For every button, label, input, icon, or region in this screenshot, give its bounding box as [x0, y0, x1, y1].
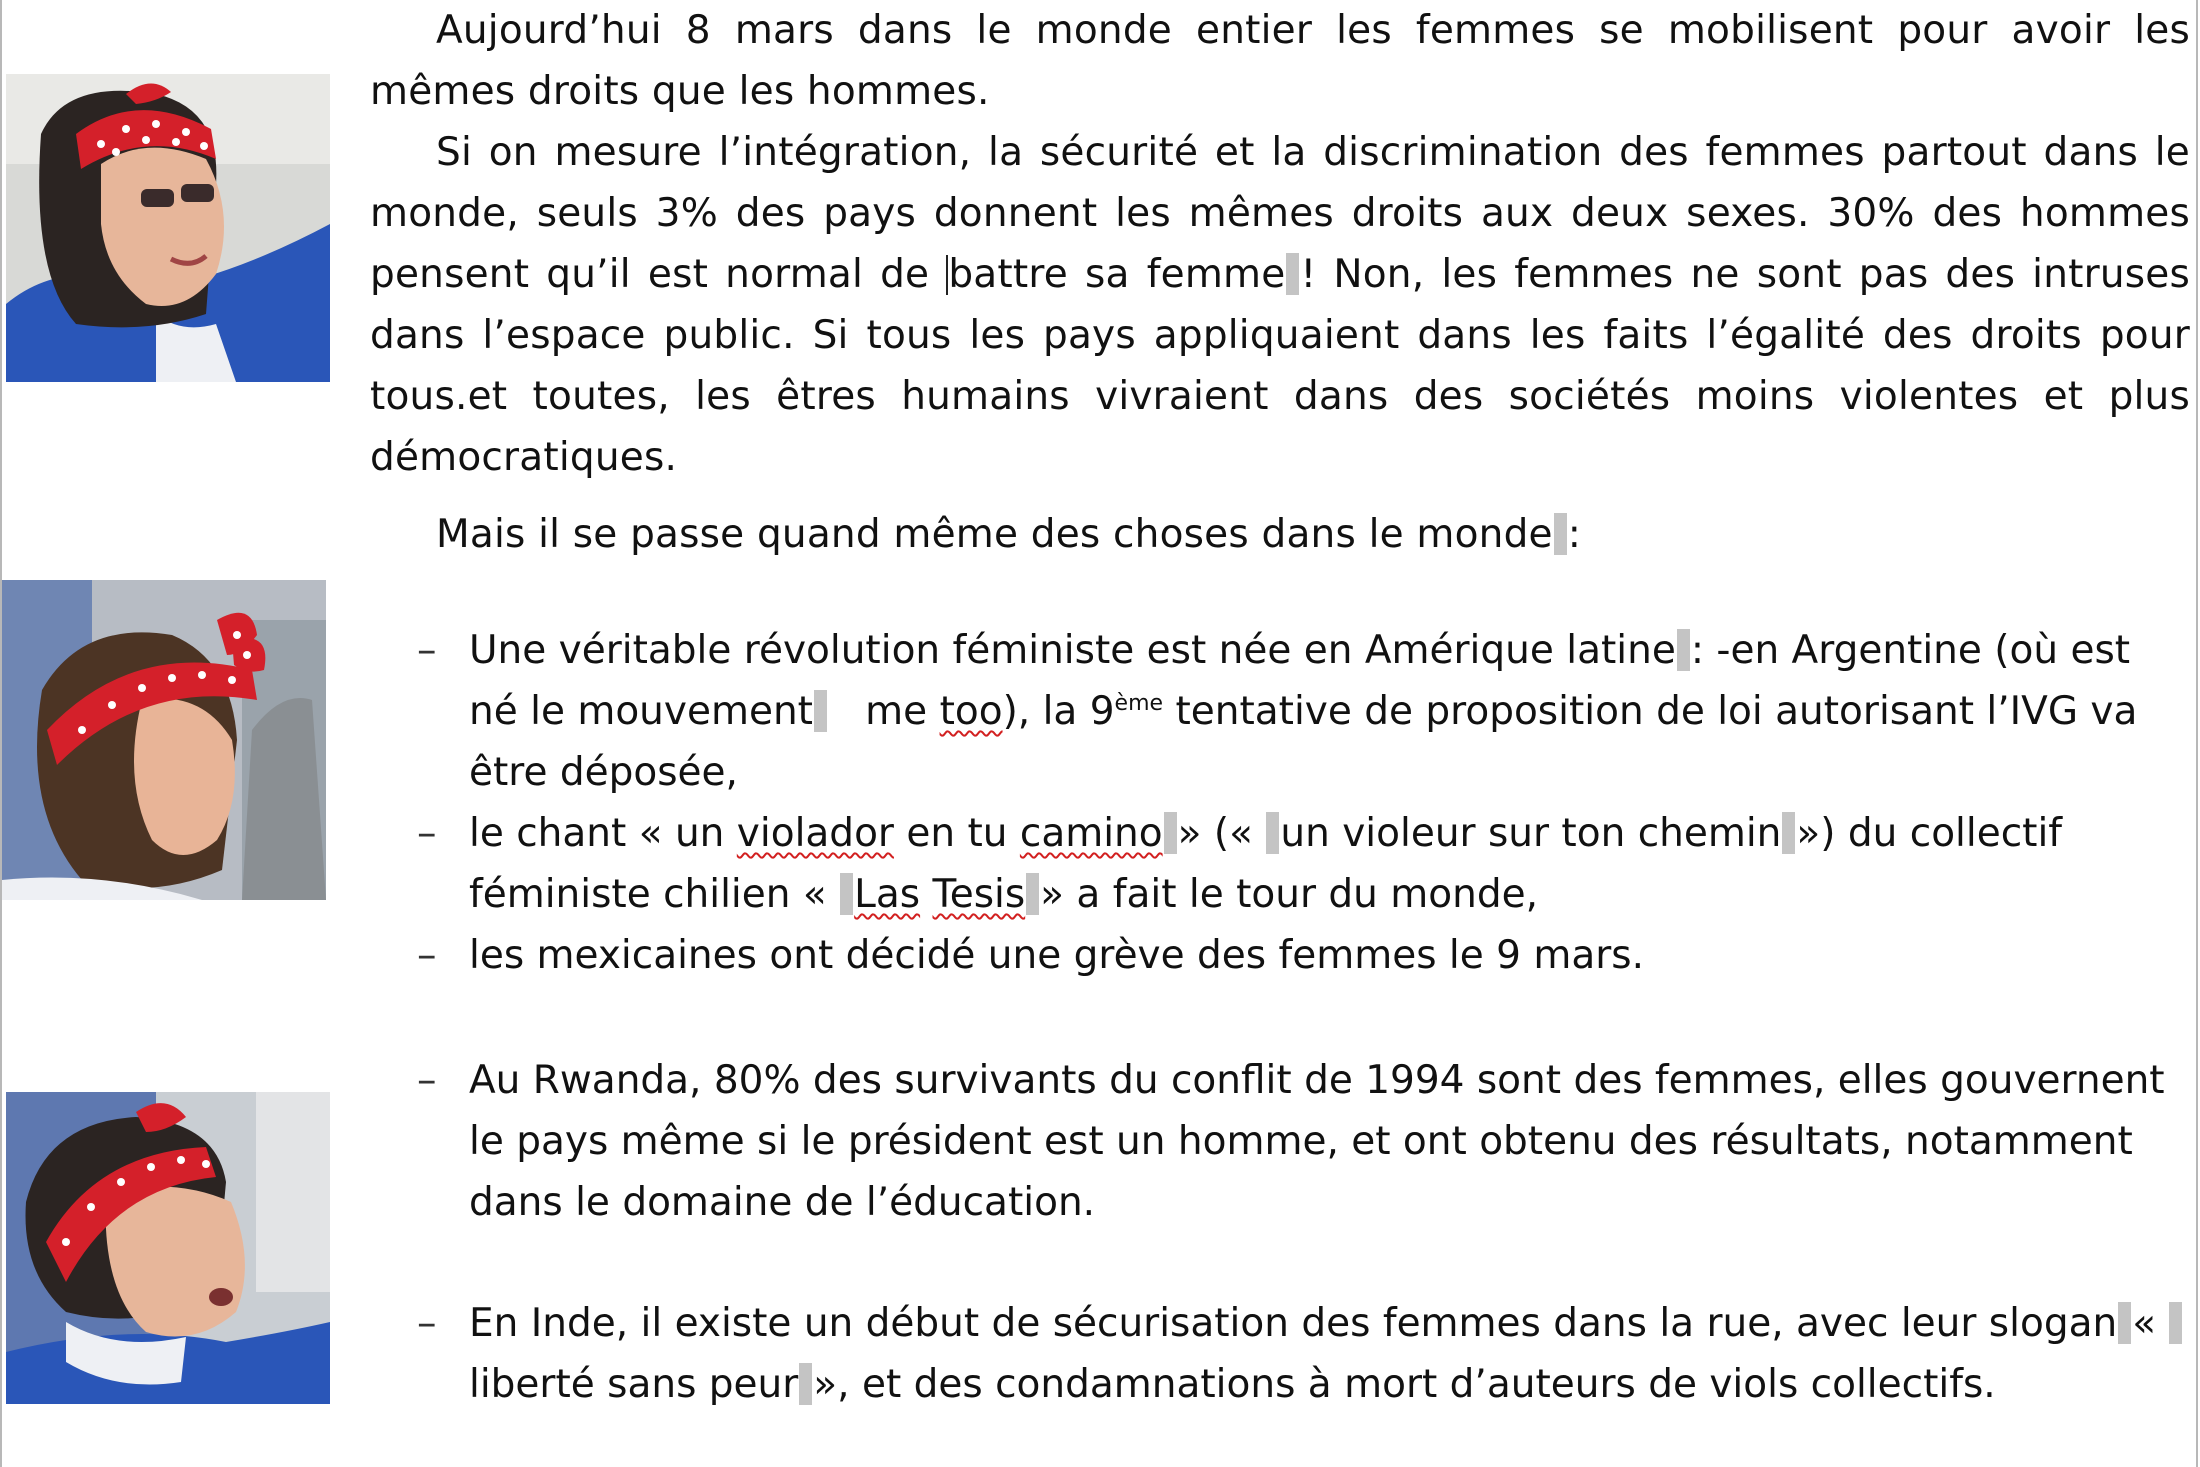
para3-part-a: Mais il se passe quand même des choses dans le monde	[436, 512, 1553, 557]
nbsp-marker	[2169, 1302, 2182, 1344]
b1-text-e: ), la 9	[1002, 689, 1115, 734]
bullet-list-rwanda	[405, 1050, 2185, 1233]
b1-text-c: me	[827, 689, 940, 734]
list-item	[405, 1293, 2185, 1415]
nbsp-marker	[1677, 629, 1690, 671]
para2-part-a: Si on mesure l’intégration, la sécurité et la discrimination des femmes partout dans le monde, seuls 3% des pays donnent les mêmes droits aux deux sexes. 30% des hommes pensent qu’il est normal de	[370, 130, 2190, 297]
nbsp-marker	[814, 690, 827, 732]
list-item	[405, 620, 2185, 803]
b2-text-g: ») du collectif féministe chilien «	[469, 811, 2063, 917]
b5-text-c: liberté sans peur	[469, 1362, 799, 1407]
nbsp-marker	[799, 1363, 812, 1405]
list-item	[405, 803, 2185, 925]
bullet-list-india	[405, 1293, 2185, 1415]
photo-woman-sunglasses	[6, 74, 330, 382]
b2-text-a: le chant « un	[469, 811, 737, 856]
b2-text-i	[920, 872, 932, 917]
b2-text-tesis: Tesis	[932, 872, 1026, 917]
intro-paragraph3	[370, 504, 2190, 565]
page-edge-right	[2196, 0, 2198, 1467]
list-item	[405, 925, 2185, 986]
intro-paragraph2	[370, 122, 2190, 488]
nbsp-marker	[1026, 873, 1039, 915]
list-item	[405, 1050, 2185, 1233]
b2-text-las: Las	[854, 872, 921, 917]
nbsp-marker	[1554, 513, 1567, 555]
intro-line1: Aujourd’hui 8 mars dans le monde entier les femmes se mobilisent pour avoir les mêmes droits que les hommes.	[370, 8, 2190, 114]
bullet-list-latin-america	[405, 620, 2185, 986]
bullet-dash: –	[417, 628, 437, 673]
b5-text-d: », et des condamnations à mort d’auteurs de viols collectifs.	[813, 1362, 1996, 1407]
b2-text-violador: violador	[736, 811, 894, 856]
b2-text-camino: camino	[1019, 811, 1163, 856]
b3-text: les mexicaines ont décidé une grève des femmes le 9 mars.	[469, 933, 1644, 978]
bullet-dash: –	[417, 1058, 437, 1103]
photo-woman-shouting	[6, 1092, 330, 1404]
bullet-dash: –	[417, 1301, 437, 1346]
b2-text-k: » a fait le tour du monde,	[1040, 872, 1538, 917]
b1-superscript: ème	[1114, 691, 1164, 716]
nbsp-marker	[840, 873, 853, 915]
photo-woman-headband-profile	[2, 580, 326, 900]
b1-text-a: Une véritable révolution féministe est née en Amérique latine	[469, 628, 1676, 673]
nbsp-marker	[1266, 812, 1279, 854]
b2-text-c: en tu	[893, 811, 1020, 856]
bullet-dash: –	[417, 811, 437, 856]
b5-text-b: «	[2132, 1301, 2169, 1346]
nbsp-marker	[1286, 253, 1299, 295]
para2-part-b: battre sa femme	[948, 252, 1286, 297]
b5-text-a: En Inde, il existe un début de sécurisation des femmes dans la rue, avec leur slogan	[469, 1301, 2118, 1346]
b2-text-e: » («	[1177, 811, 1266, 856]
b1-text-f: tentative de proposition de loi autorisant l’IVG va être déposée,	[469, 689, 2138, 795]
b4-text: Au Rwanda, 80% des survivants du conflit de 1994 sont des femmes, elles gouvernent le pays même si le président est un homme, et ont obtenu des résultats, notamment dans le domaine de l’éducation.	[469, 1058, 2165, 1225]
b2-text-f: un violeur sur ton chemin	[1280, 811, 1782, 856]
nbsp-marker	[1164, 812, 1177, 854]
b1-text-b: : -en Argentine (où est né le mouvement	[469, 628, 2131, 734]
para3-part-b: :	[1567, 512, 1582, 557]
nbsp-marker	[1782, 812, 1795, 854]
b1-text-too: too	[939, 689, 1003, 734]
intro-text	[370, 0, 2190, 565]
bullet-dash: –	[417, 933, 437, 978]
nbsp-marker	[2118, 1302, 2131, 1344]
para2-part-c: ! Non, les femmes ne sont pas des intruses dans l’espace public. Si tous les pays appliquaient dans les faits l’égalité des droits pour tous.et toutes, les êtres humains vivraient dans des sociétés moins violentes et plus démocratiques.	[370, 252, 2190, 480]
